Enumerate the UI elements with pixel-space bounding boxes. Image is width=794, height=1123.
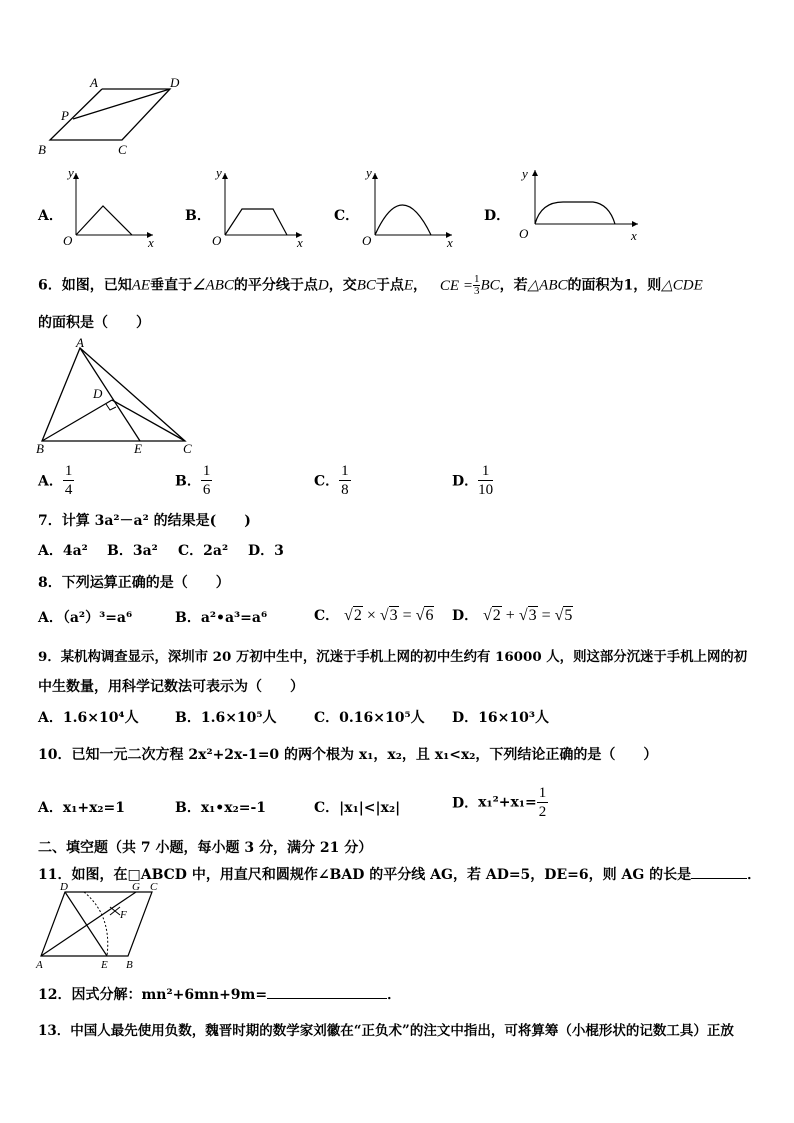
svg-text:x: x (297, 235, 303, 250)
svg-text:C: C (150, 881, 158, 893)
q13-stem: 13．中国人最先使用负数，魏晋时期的数学家刘徽在“正负术”的注文中指出，可将算筹（小棍形状的记数工具）正放 (38, 1023, 734, 1039)
q10-stem: 10．已知一元二次方程 2x²+2x-1=0 的两个根为 x₁，x₂，且 x₁<x₂，下列结论正确的是（ ） (38, 747, 658, 763)
section2-title: 二、填空题（共 7 小题，每小题 3 分，满分 21 分） (38, 840, 373, 856)
svg-text:A: A (76, 338, 84, 350)
svg-text:E: E (101, 959, 108, 971)
q9-option-a[interactable]: A．1.6×10⁴人 (38, 710, 139, 726)
svg-text:O: O (63, 233, 73, 248)
q5-option-b-graph (205, 165, 310, 250)
svg-text:y: y (522, 166, 528, 181)
q6-option-b[interactable]: B． $\frac{1}{6}$ (175, 463, 211, 498)
svg-text:E: E (134, 441, 142, 456)
q8-option-d[interactable]: D． √2 + √3 = √5 (452, 607, 573, 624)
svg-text:B: B (36, 441, 44, 456)
q11-parallelogram-figure (32, 880, 172, 972)
q10-option-c[interactable]: C．|x₁|<|x₂| (314, 800, 401, 816)
svg-text:O: O (362, 233, 372, 248)
q6-fraction: $\frac{1}{3}$ (473, 273, 480, 297)
svg-text:y: y (216, 165, 222, 180)
q8-option-b[interactable]: B．a²•a³=a⁶ (175, 610, 268, 626)
q9-option-c[interactable]: C．0.16×10⁵人 (314, 710, 425, 726)
q6-stem-line2: 的面积是（ ） (38, 315, 150, 331)
svg-text:D: D (93, 386, 103, 401)
q9-option-d[interactable]: D．16×10³人 (452, 710, 549, 726)
svg-text:O: O (519, 226, 529, 241)
q10-option-d[interactable]: D．x₁²+x₁= $\frac{1}{2}$ (452, 785, 547, 820)
q6-triangle-figure (30, 338, 205, 458)
q5-parallelogram-figure (30, 72, 190, 160)
label-b: B (38, 142, 46, 157)
q11-answer-blank (691, 878, 747, 879)
svg-text:y: y (366, 165, 372, 180)
svg-text:G: G (132, 881, 140, 893)
q7-stem: 7．计算 3a²－a² 的结果是( ) (38, 513, 251, 529)
q10-option-a[interactable]: A．x₁+x₂=1 (38, 800, 126, 816)
q8-stem: 8．下列运算正确的是（ ） (38, 575, 230, 591)
q5-option-b-letter[interactable]: B． (185, 208, 211, 224)
q9-stem-line1: 9．某机构调查显示，深圳市 20 万初中生中，沉迷于手机上网的初中生约有 16000 人，则这部分沉迷于手机上网的初 (38, 649, 748, 665)
q8-option-c[interactable]: C． √2 × √3 = √6 (314, 607, 434, 624)
q8-option-a[interactable]: A．（a²）³=a⁶ (38, 610, 133, 626)
svg-text:B: B (126, 959, 133, 971)
svg-text:O: O (212, 233, 222, 248)
q7-option-b[interactable]: B．3a² (107, 543, 158, 559)
q5-option-d-graph (505, 162, 645, 247)
svg-text:D: D (60, 881, 68, 893)
svg-text:C: C (183, 441, 192, 456)
q5-option-a-graph (58, 165, 163, 250)
q12-stem: 12．因式分解：mn²+6mn+9m= ． (38, 987, 402, 1003)
label-p: P (61, 108, 69, 123)
q6-option-d[interactable]: D． $\frac{1}{10}$ (452, 463, 494, 498)
q6-option-a[interactable]: A． $\frac{1}{4}$ (38, 463, 73, 498)
svg-text:F: F (120, 909, 127, 921)
svg-text:A: A (36, 959, 43, 971)
q7-option-a[interactable]: A．4a² (38, 543, 88, 559)
q10-option-b[interactable]: B．x₁•x₂=-1 (175, 800, 267, 816)
svg-text:x: x (148, 235, 154, 250)
svg-text:x: x (447, 235, 453, 250)
q5-option-a-letter[interactable]: A． (38, 208, 63, 224)
label-c: C (118, 142, 127, 157)
q11-stem: 11．如图，在□ABCD 中，用直尺和圆规作∠BAD 的平分线 AG，若 AD=5，DE=6，则 AG 的长是 ． (38, 867, 762, 883)
svg-text:y: y (68, 165, 74, 180)
svg-text:x: x (631, 228, 637, 243)
q7-option-d[interactable]: D．3 (248, 543, 284, 559)
q7-option-c[interactable]: C．2a² (178, 543, 229, 559)
q6-stem-line1: 6．如图，已知AE垂直于∠ABC的平分线于点D，交BC于点E， CE = $\frac{1}{3}$ BC，若△ABC的面积为1，则△CDE (38, 273, 703, 297)
q6-option-c[interactable]: C． $\frac{1}{8}$ (314, 463, 349, 498)
q12-answer-blank (267, 998, 387, 999)
q9-stem-line2: 中生数量，用科学记数法可表示为（ ） (38, 679, 304, 695)
q5-option-c-letter[interactable]: C． (334, 208, 360, 224)
label-d: D (170, 75, 180, 90)
q5-option-d-letter[interactable]: D． (484, 208, 511, 224)
q5-option-c-graph (355, 165, 460, 250)
label-a: A (90, 75, 98, 90)
q9-option-b[interactable]: B．1.6×10⁵人 (175, 710, 277, 726)
